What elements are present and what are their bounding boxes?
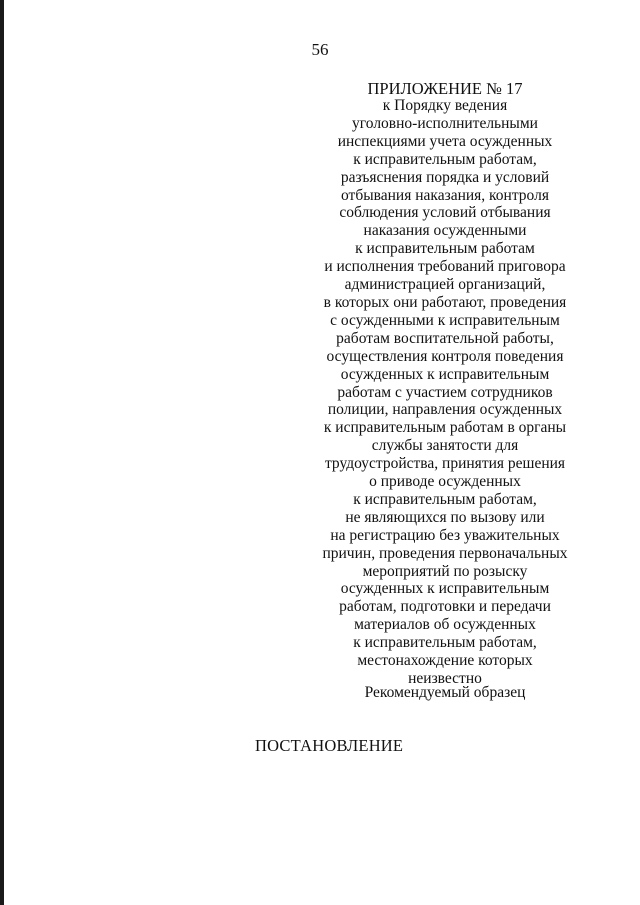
appendix-line: в которых они работают, проведения <box>323 293 567 311</box>
appendix-line: трудоустройства, принятия решения <box>324 455 566 473</box>
appendix-line: к исправительным работам, <box>353 634 537 652</box>
scan-edge <box>0 0 4 905</box>
appendix-line: разъяснения порядка и условий <box>340 168 550 186</box>
appendix-line: инспекциями учета осужденных <box>337 132 553 150</box>
appendix-line: уголовно-исполнительными <box>352 114 538 132</box>
appendix-title: ПРИЛОЖЕНИЕ № 17 <box>367 79 523 98</box>
appendix-line: неизвестно <box>408 670 482 687</box>
appendix-line: на регистрацию без уважительных <box>330 526 560 544</box>
appendix-line: не являющихся по вызову или <box>345 508 545 526</box>
appendix-line: материалов об осужденных <box>354 616 536 634</box>
appendix-line: отбывания наказания, контроля <box>341 186 549 204</box>
appendix-line: о приводе осужденных <box>369 473 521 491</box>
appendix-line: работам, подготовки и передачи <box>339 598 551 616</box>
appendix-line: осуществления контроля поведения <box>326 347 564 365</box>
appendix-line: осужденных к исправительным <box>340 580 550 598</box>
appendix-line: работам с участием сотрудников <box>337 383 553 401</box>
appendix-line: причин, проведения первоначальных <box>322 544 568 562</box>
appendix-description <box>290 97 600 688</box>
appendix-line: наказания осужденными <box>363 222 527 240</box>
sample-note: Рекомендуемый образец <box>364 684 526 701</box>
appendix-line: администрацией организаций, <box>344 276 546 294</box>
appendix-line: местонахождение которых <box>357 652 533 670</box>
document-title: ПОСТАНОВЛЕНИЕ <box>255 736 404 755</box>
appendix-line: с осужденными к исправительным <box>330 311 560 329</box>
appendix-line: соблюдения условий отбывания <box>339 204 551 222</box>
appendix-line: к исправительным работам, <box>353 490 537 508</box>
appendix-line: полиции, направления осужденных <box>327 401 563 419</box>
appendix-line: к Порядку ведения <box>382 97 508 114</box>
appendix-line: осужденных к исправительным <box>340 365 550 383</box>
appendix-line: к исправительным работам, <box>353 150 537 168</box>
appendix-line: мероприятий по розыску <box>362 562 528 580</box>
appendix-line: к исправительным работам в органы <box>323 419 567 437</box>
appendix-line: и исполнения требований приговора <box>324 258 566 276</box>
appendix-line: службы занятости для <box>371 437 519 455</box>
appendix-line: к исправительным работам <box>355 240 535 258</box>
appendix-line: работам воспитательной работы, <box>336 329 554 347</box>
page-number: 56 <box>311 40 329 59</box>
